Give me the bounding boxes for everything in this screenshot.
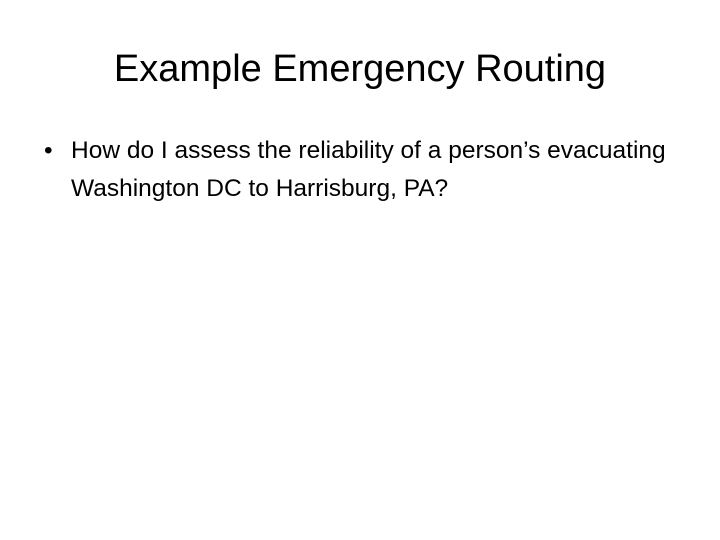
bullet-item bbox=[44, 132, 684, 208]
slide-title: Example Emergency Routing bbox=[113, 48, 607, 90]
bullet-text: How do I assess the reliability of a person’s evacuating Washington DC to Harrisburg, PA? bbox=[71, 137, 666, 202]
bullet-list bbox=[44, 132, 684, 208]
bullet-marker: • bbox=[44, 137, 53, 164]
